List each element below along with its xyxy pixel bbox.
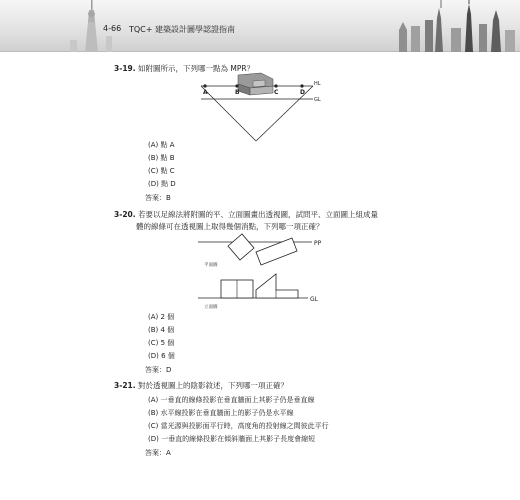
point-a (203, 84, 206, 87)
option-d: (D) 6 個 (148, 352, 175, 360)
answer (145, 365, 171, 375)
option-b: (B) 4 個 (148, 326, 175, 334)
point-c (274, 84, 277, 87)
question-number: 3-21. (114, 381, 136, 390)
page-header (0, 0, 520, 52)
question-3-21 (114, 380, 288, 392)
figure-3-19 (195, 72, 330, 144)
label-c: C (274, 89, 279, 96)
question-number: 3-20. (114, 210, 136, 219)
option-a: (A) 一垂直的線條投影在垂直牆面上其影子仍是垂直線 (148, 396, 315, 404)
answer-value: B (166, 194, 171, 202)
option-c: (C) 5 個 (148, 339, 175, 347)
question-text-line2: 體的線條可在透視圖上取得幾個消點，下列哪一項正確？ (136, 222, 324, 231)
question-3-20 (114, 209, 378, 221)
answer-label: 答案： (145, 366, 166, 374)
option-d: (D) 點 D (148, 180, 176, 188)
figure-3-20 (196, 232, 336, 312)
page-number: 4-66 (103, 24, 122, 33)
label-a: A (203, 89, 208, 96)
answer-value: A (166, 449, 171, 457)
option-b: (B) 水平線投影在垂直牆面上的影子仍是水平線 (148, 409, 294, 417)
option-c: (C) 當光源與投影面平行時，高度角的投射線之間彼此平行 (148, 422, 329, 430)
label-plan: 平面圖 (204, 263, 218, 268)
option-d: (D) 一垂直的線條投影在傾斜牆面上其影子長度會縮短 (148, 435, 316, 443)
label-pp: PP (314, 240, 322, 247)
answer (145, 193, 171, 203)
option-a: (A) 點 A (148, 141, 175, 149)
question-text: 對於透視圖上的陰影敘述，下列哪一項正確？ (138, 381, 289, 390)
label-gl: GL (310, 296, 318, 303)
answer-label: 答案： (145, 194, 166, 202)
label-d: D (300, 89, 305, 96)
answer-label: 答案： (145, 449, 166, 457)
answer (145, 448, 171, 458)
label-gl: GL (314, 97, 321, 103)
label-elevation: 立面圖 (204, 305, 218, 310)
question-text-line1: 若要以足線法將附圖的平、立面圖畫出透視圖，試問平、立面圖上組成量 (138, 210, 379, 219)
label-b: B (235, 89, 240, 96)
point-d (300, 84, 303, 87)
question-number: 3-19. (114, 64, 136, 73)
option-c: (C) 點 C (148, 167, 175, 175)
question-text: 如附圖所示，下列哪一點為 MPR？ (138, 64, 255, 73)
point-b (235, 84, 238, 87)
option-a: (A) 2 個 (148, 313, 175, 321)
left-tower-illustration (62, 0, 122, 52)
book-title: TQC+ 建築設計圖學認證指南 (129, 25, 236, 34)
right-towers-illustration (395, 0, 520, 52)
option-b: (B) 點 B (148, 154, 175, 162)
answer-value: D (166, 366, 172, 374)
label-hl: HL (314, 81, 321, 87)
